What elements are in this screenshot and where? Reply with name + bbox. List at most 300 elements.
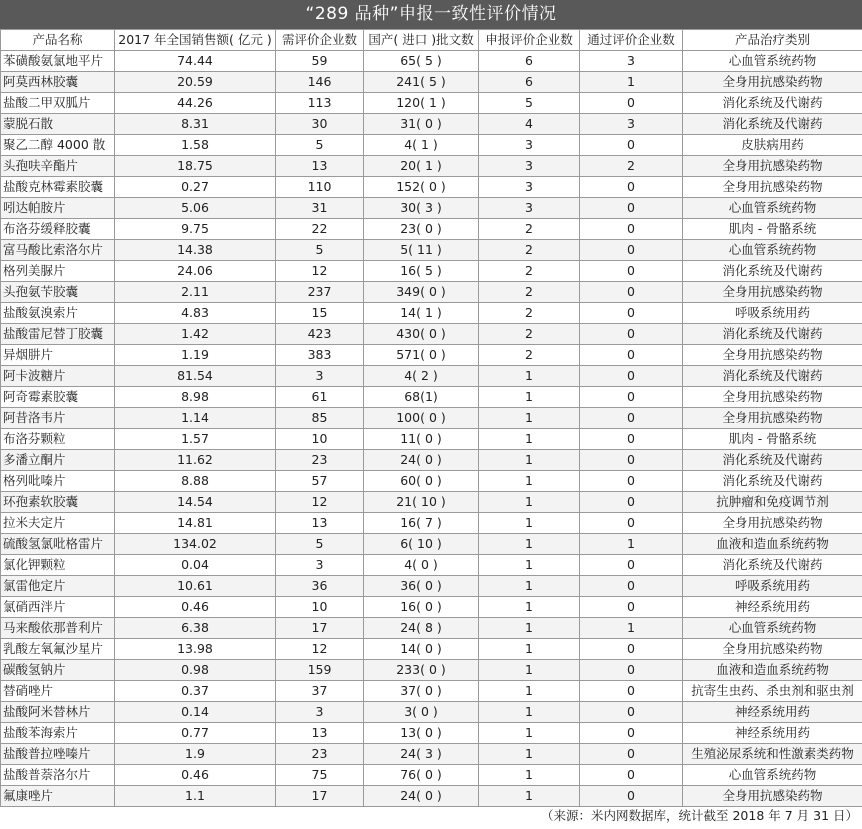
table-row xyxy=(1,366,862,387)
applied-companies-cell: 1 xyxy=(479,702,580,723)
sales-cell: 24.06 xyxy=(115,261,276,282)
sales-cell: 8.98 xyxy=(115,387,276,408)
product-name-cell: 盐酸雷尼替丁胶囊 xyxy=(1,324,115,345)
product-name-cell: 吲达帕胺片 xyxy=(1,198,115,219)
therapy-class-cell: 全身用抗感染药物 xyxy=(683,387,862,408)
table-row xyxy=(1,429,862,450)
therapy-class-cell: 全身用抗感染药物 xyxy=(683,177,862,198)
sales-cell: 14.54 xyxy=(115,492,276,513)
applied-companies-cell: 6 xyxy=(479,51,580,72)
applied-companies-cell: 3 xyxy=(479,156,580,177)
approvals-cell: 24( 8 ) xyxy=(364,618,479,639)
therapy-class-cell: 消化系统及代谢药 xyxy=(683,471,862,492)
applied-companies-cell: 2 xyxy=(479,345,580,366)
required-companies-cell: 85 xyxy=(276,408,364,429)
passed-companies-cell: 0 xyxy=(580,597,683,618)
therapy-class-cell: 心血管系统药物 xyxy=(683,765,862,786)
sales-cell: 5.06 xyxy=(115,198,276,219)
therapy-class-cell: 全身用抗感染药物 xyxy=(683,639,862,660)
product-name-cell: 环孢素软胶囊 xyxy=(1,492,115,513)
approvals-cell: 14( 1 ) xyxy=(364,303,479,324)
product-name-cell: 布洛芬缓释胶囊 xyxy=(1,219,115,240)
sales-cell: 0.37 xyxy=(115,681,276,702)
table-row xyxy=(1,576,862,597)
approvals-cell: 241( 5 ) xyxy=(364,72,479,93)
applied-companies-cell: 5 xyxy=(479,93,580,114)
table-row xyxy=(1,114,862,135)
required-companies-cell: 59 xyxy=(276,51,364,72)
table-row xyxy=(1,597,862,618)
passed-companies-cell: 0 xyxy=(580,240,683,261)
table-row xyxy=(1,156,862,177)
table-row xyxy=(1,387,862,408)
required-companies-cell: 3 xyxy=(276,555,364,576)
passed-companies-cell: 0 xyxy=(580,303,683,324)
applied-companies-cell: 1 xyxy=(479,681,580,702)
applied-companies-cell: 3 xyxy=(479,198,580,219)
evaluation-table xyxy=(0,29,862,807)
passed-companies-cell: 0 xyxy=(580,660,683,681)
required-companies-cell: 5 xyxy=(276,135,364,156)
passed-companies-cell: 0 xyxy=(580,261,683,282)
passed-companies-cell: 0 xyxy=(580,492,683,513)
required-companies-cell: 22 xyxy=(276,219,364,240)
passed-companies-cell: 0 xyxy=(580,681,683,702)
passed-companies-cell: 2 xyxy=(580,156,683,177)
header-sales-2017: 2017 年全国销售额( 亿元 ) xyxy=(115,30,276,51)
header-therapy-class: 产品治疗类别 xyxy=(683,30,862,51)
passed-companies-cell: 1 xyxy=(580,618,683,639)
sales-cell: 1.42 xyxy=(115,324,276,345)
table-row xyxy=(1,303,862,324)
required-companies-cell: 12 xyxy=(276,492,364,513)
sales-cell: 1.19 xyxy=(115,345,276,366)
applied-companies-cell: 1 xyxy=(479,450,580,471)
table-row xyxy=(1,93,862,114)
required-companies-cell: 30 xyxy=(276,114,364,135)
table-title: “289 品种”申报一致性评价情况 xyxy=(0,0,862,29)
applied-companies-cell: 4 xyxy=(479,114,580,135)
table-row xyxy=(1,282,862,303)
sales-cell: 20.59 xyxy=(115,72,276,93)
approvals-cell: 11( 0 ) xyxy=(364,429,479,450)
product-name-cell: 盐酸阿米替林片 xyxy=(1,702,115,723)
required-companies-cell: 237 xyxy=(276,282,364,303)
product-name-cell: 苯磺酸氨氯地平片 xyxy=(1,51,115,72)
therapy-class-cell: 血液和造血系统药物 xyxy=(683,534,862,555)
product-name-cell: 乳酸左氧氟沙星片 xyxy=(1,639,115,660)
table-row xyxy=(1,702,862,723)
product-name-cell: 盐酸氨溴索片 xyxy=(1,303,115,324)
table-row xyxy=(1,177,862,198)
product-name-cell: 硫酸氢氯吡格雷片 xyxy=(1,534,115,555)
therapy-class-cell: 消化系统及代谢药 xyxy=(683,114,862,135)
product-name-cell: 盐酸普萘洛尔片 xyxy=(1,765,115,786)
passed-companies-cell: 0 xyxy=(580,639,683,660)
table-row xyxy=(1,198,862,219)
approvals-cell: 30( 3 ) xyxy=(364,198,479,219)
table-row xyxy=(1,345,862,366)
required-companies-cell: 3 xyxy=(276,366,364,387)
approvals-cell: 24( 3 ) xyxy=(364,744,479,765)
product-name-cell: 布洛芬颗粒 xyxy=(1,429,115,450)
therapy-class-cell: 全身用抗感染药物 xyxy=(683,408,862,429)
table-row xyxy=(1,744,862,765)
approvals-cell: 23( 0 ) xyxy=(364,219,479,240)
sales-cell: 14.38 xyxy=(115,240,276,261)
header-approvals: 国产( 进口 )批文数 xyxy=(364,30,479,51)
applied-companies-cell: 1 xyxy=(479,639,580,660)
sales-cell: 0.46 xyxy=(115,765,276,786)
passed-companies-cell: 0 xyxy=(580,702,683,723)
therapy-class-cell: 消化系统及代谢药 xyxy=(683,366,862,387)
therapy-class-cell: 心血管系统药物 xyxy=(683,618,862,639)
sales-cell: 0.98 xyxy=(115,660,276,681)
header-passed-companies: 通过评价企业数 xyxy=(580,30,683,51)
therapy-class-cell: 抗寄生虫药、杀虫剂和驱虫剂 xyxy=(683,681,862,702)
therapy-class-cell: 生殖泌尿系统和性激素类药物 xyxy=(683,744,862,765)
sales-cell: 1.58 xyxy=(115,135,276,156)
passed-companies-cell: 0 xyxy=(580,555,683,576)
applied-companies-cell: 6 xyxy=(479,72,580,93)
table-row xyxy=(1,723,862,744)
table-row xyxy=(1,240,862,261)
applied-companies-cell: 1 xyxy=(479,576,580,597)
passed-companies-cell: 0 xyxy=(580,513,683,534)
approvals-cell: 120( 1 ) xyxy=(364,93,479,114)
approvals-cell: 100( 0 ) xyxy=(364,408,479,429)
table-row xyxy=(1,555,862,576)
passed-companies-cell: 0 xyxy=(580,219,683,240)
approvals-cell: 3( 0 ) xyxy=(364,702,479,723)
sales-cell: 6.38 xyxy=(115,618,276,639)
therapy-class-cell: 消化系统及代谢药 xyxy=(683,261,862,282)
therapy-class-cell: 皮肤病用药 xyxy=(683,135,862,156)
approvals-cell: 65( 5 ) xyxy=(364,51,479,72)
required-companies-cell: 57 xyxy=(276,471,364,492)
table-row xyxy=(1,765,862,786)
therapy-class-cell: 呼吸系统用药 xyxy=(683,576,862,597)
approvals-cell: 37( 0 ) xyxy=(364,681,479,702)
passed-companies-cell: 0 xyxy=(580,576,683,597)
approvals-cell: 31( 0 ) xyxy=(364,114,479,135)
approvals-cell: 16( 5 ) xyxy=(364,261,479,282)
therapy-class-cell: 消化系统及代谢药 xyxy=(683,450,862,471)
sales-cell: 1.1 xyxy=(115,786,276,807)
approvals-cell: 68(1) xyxy=(364,387,479,408)
table-row xyxy=(1,135,862,156)
passed-companies-cell: 0 xyxy=(580,723,683,744)
header-applied-companies: 申报评价企业数 xyxy=(479,30,580,51)
product-name-cell: 马来酸依那普利片 xyxy=(1,618,115,639)
passed-companies-cell: 0 xyxy=(580,135,683,156)
approvals-cell: 24( 0 ) xyxy=(364,450,479,471)
required-companies-cell: 61 xyxy=(276,387,364,408)
approvals-cell: 14( 0 ) xyxy=(364,639,479,660)
header-required-companies: 需评价企业数 xyxy=(276,30,364,51)
required-companies-cell: 3 xyxy=(276,702,364,723)
product-name-cell: 阿莫西林胶囊 xyxy=(1,72,115,93)
applied-companies-cell: 1 xyxy=(479,786,580,807)
applied-companies-cell: 3 xyxy=(479,135,580,156)
sales-cell: 0.77 xyxy=(115,723,276,744)
therapy-class-cell: 全身用抗感染药物 xyxy=(683,282,862,303)
therapy-class-cell: 全身用抗感染药物 xyxy=(683,786,862,807)
required-companies-cell: 146 xyxy=(276,72,364,93)
passed-companies-cell: 0 xyxy=(580,408,683,429)
applied-companies-cell: 1 xyxy=(479,387,580,408)
required-companies-cell: 110 xyxy=(276,177,364,198)
approvals-cell: 20( 1 ) xyxy=(364,156,479,177)
sales-cell: 13.98 xyxy=(115,639,276,660)
product-name-cell: 阿卡波糖片 xyxy=(1,366,115,387)
sales-cell: 10.61 xyxy=(115,576,276,597)
passed-companies-cell: 0 xyxy=(580,198,683,219)
sales-cell: 8.88 xyxy=(115,471,276,492)
approvals-cell: 21( 10 ) xyxy=(364,492,479,513)
applied-companies-cell: 1 xyxy=(479,618,580,639)
table-row xyxy=(1,450,862,471)
required-companies-cell: 37 xyxy=(276,681,364,702)
product-name-cell: 氟康唑片 xyxy=(1,786,115,807)
required-companies-cell: 5 xyxy=(276,534,364,555)
passed-companies-cell: 0 xyxy=(580,786,683,807)
therapy-class-cell: 血液和造血系统药物 xyxy=(683,660,862,681)
passed-companies-cell: 0 xyxy=(580,324,683,345)
passed-companies-cell: 0 xyxy=(580,177,683,198)
passed-companies-cell: 0 xyxy=(580,429,683,450)
passed-companies-cell: 0 xyxy=(580,450,683,471)
required-companies-cell: 17 xyxy=(276,786,364,807)
table-row xyxy=(1,471,862,492)
applied-companies-cell: 1 xyxy=(479,597,580,618)
applied-companies-cell: 2 xyxy=(479,219,580,240)
applied-companies-cell: 2 xyxy=(479,240,580,261)
applied-companies-cell: 1 xyxy=(479,429,580,450)
sales-cell: 11.62 xyxy=(115,450,276,471)
passed-companies-cell: 0 xyxy=(580,282,683,303)
product-name-cell: 格列吡嗪片 xyxy=(1,471,115,492)
approvals-cell: 5( 11 ) xyxy=(364,240,479,261)
product-name-cell: 蒙脱石散 xyxy=(1,114,115,135)
required-companies-cell: 15 xyxy=(276,303,364,324)
product-name-cell: 氯雷他定片 xyxy=(1,576,115,597)
therapy-class-cell: 心血管系统药物 xyxy=(683,198,862,219)
sales-cell: 9.75 xyxy=(115,219,276,240)
passed-companies-cell: 0 xyxy=(580,765,683,786)
product-name-cell: 富马酸比索洛尔片 xyxy=(1,240,115,261)
table-row xyxy=(1,51,862,72)
sales-cell: 1.14 xyxy=(115,408,276,429)
table-row xyxy=(1,618,862,639)
required-companies-cell: 113 xyxy=(276,93,364,114)
passed-companies-cell: 0 xyxy=(580,366,683,387)
passed-companies-cell: 1 xyxy=(580,534,683,555)
sales-cell: 134.02 xyxy=(115,534,276,555)
applied-companies-cell: 2 xyxy=(479,261,580,282)
applied-companies-cell: 1 xyxy=(479,744,580,765)
product-name-cell: 盐酸苯海索片 xyxy=(1,723,115,744)
therapy-class-cell: 全身用抗感染药物 xyxy=(683,72,862,93)
table-row xyxy=(1,513,862,534)
sales-cell: 2.11 xyxy=(115,282,276,303)
applied-companies-cell: 3 xyxy=(479,177,580,198)
approvals-cell: 36( 0 ) xyxy=(364,576,479,597)
applied-companies-cell: 1 xyxy=(479,555,580,576)
product-name-cell: 阿昔洛韦片 xyxy=(1,408,115,429)
approvals-cell: 24( 0 ) xyxy=(364,786,479,807)
approvals-cell: 60( 0 ) xyxy=(364,471,479,492)
applied-companies-cell: 1 xyxy=(479,660,580,681)
therapy-class-cell: 抗肿瘤和免疫调节剂 xyxy=(683,492,862,513)
therapy-class-cell: 消化系统及代谢药 xyxy=(683,93,862,114)
therapy-class-cell: 神经系统用药 xyxy=(683,702,862,723)
approvals-cell: 16( 0 ) xyxy=(364,597,479,618)
approvals-cell: 152( 0 ) xyxy=(364,177,479,198)
required-companies-cell: 423 xyxy=(276,324,364,345)
product-name-cell: 氯硝西泮片 xyxy=(1,597,115,618)
applied-companies-cell: 1 xyxy=(479,723,580,744)
sales-cell: 0.46 xyxy=(115,597,276,618)
required-companies-cell: 5 xyxy=(276,240,364,261)
table-row xyxy=(1,681,862,702)
passed-companies-cell: 3 xyxy=(580,51,683,72)
required-companies-cell: 23 xyxy=(276,744,364,765)
passed-companies-cell: 1 xyxy=(580,72,683,93)
product-name-cell: 氯化钾颗粒 xyxy=(1,555,115,576)
required-companies-cell: 75 xyxy=(276,765,364,786)
approvals-cell: 16( 7 ) xyxy=(364,513,479,534)
therapy-class-cell: 全身用抗感染药物 xyxy=(683,513,862,534)
approvals-cell: 430( 0 ) xyxy=(364,324,479,345)
table-row xyxy=(1,534,862,555)
required-companies-cell: 13 xyxy=(276,156,364,177)
therapy-class-cell: 全身用抗感染药物 xyxy=(683,156,862,177)
product-name-cell: 盐酸克林霉素胶囊 xyxy=(1,177,115,198)
required-companies-cell: 36 xyxy=(276,576,364,597)
passed-companies-cell: 0 xyxy=(580,471,683,492)
required-companies-cell: 383 xyxy=(276,345,364,366)
therapy-class-cell: 神经系统用药 xyxy=(683,597,862,618)
sales-cell: 44.26 xyxy=(115,93,276,114)
applied-companies-cell: 1 xyxy=(479,765,580,786)
sales-cell: 1.57 xyxy=(115,429,276,450)
therapy-class-cell: 心血管系统药物 xyxy=(683,51,862,72)
therapy-class-cell: 肌肉 - 骨骼系统 xyxy=(683,429,862,450)
applied-companies-cell: 2 xyxy=(479,324,580,345)
applied-companies-cell: 2 xyxy=(479,282,580,303)
approvals-cell: 349( 0 ) xyxy=(364,282,479,303)
required-companies-cell: 12 xyxy=(276,639,364,660)
applied-companies-cell: 1 xyxy=(479,366,580,387)
passed-companies-cell: 0 xyxy=(580,93,683,114)
therapy-class-cell: 消化系统及代谢药 xyxy=(683,555,862,576)
sales-cell: 8.31 xyxy=(115,114,276,135)
approvals-cell: 233( 0 ) xyxy=(364,660,479,681)
product-name-cell: 头孢氨苄胶囊 xyxy=(1,282,115,303)
applied-companies-cell: 2 xyxy=(479,303,580,324)
sales-cell: 0.27 xyxy=(115,177,276,198)
therapy-class-cell: 全身用抗感染药物 xyxy=(683,345,862,366)
table-row xyxy=(1,786,862,807)
therapy-class-cell: 呼吸系统用药 xyxy=(683,303,862,324)
product-name-cell: 拉米夫定片 xyxy=(1,513,115,534)
product-name-cell: 多潘立酮片 xyxy=(1,450,115,471)
table-row xyxy=(1,408,862,429)
table-row xyxy=(1,324,862,345)
product-name-cell: 碳酸氢钠片 xyxy=(1,660,115,681)
passed-companies-cell: 3 xyxy=(580,114,683,135)
product-name-cell: 盐酸二甲双胍片 xyxy=(1,93,115,114)
table-body xyxy=(1,51,862,807)
product-name-cell: 头孢呋辛酯片 xyxy=(1,156,115,177)
table-row xyxy=(1,660,862,681)
sales-cell: 4.83 xyxy=(115,303,276,324)
approvals-cell: 6( 10 ) xyxy=(364,534,479,555)
required-companies-cell: 13 xyxy=(276,513,364,534)
sales-cell: 0.14 xyxy=(115,702,276,723)
source-note: （来源：米内网数据库，统计截至 2018 年 7 月 31 日） xyxy=(540,808,858,823)
table-row xyxy=(1,219,862,240)
product-name-cell: 替硝唑片 xyxy=(1,681,115,702)
required-companies-cell: 13 xyxy=(276,723,364,744)
approvals-cell: 4( 1 ) xyxy=(364,135,479,156)
sales-cell: 18.75 xyxy=(115,156,276,177)
product-name-cell: 异烟肼片 xyxy=(1,345,115,366)
table-row xyxy=(1,72,862,93)
product-name-cell: 聚乙二醇 4000 散 xyxy=(1,135,115,156)
required-companies-cell: 10 xyxy=(276,429,364,450)
header-product-name: 产品名称 xyxy=(1,30,115,51)
sales-cell: 1.9 xyxy=(115,744,276,765)
required-companies-cell: 17 xyxy=(276,618,364,639)
required-companies-cell: 23 xyxy=(276,450,364,471)
passed-companies-cell: 0 xyxy=(580,744,683,765)
therapy-class-cell: 神经系统用药 xyxy=(683,723,862,744)
product-name-cell: 格列美脲片 xyxy=(1,261,115,282)
table-row xyxy=(1,492,862,513)
approvals-cell: 571( 0 ) xyxy=(364,345,479,366)
passed-companies-cell: 0 xyxy=(580,345,683,366)
product-name-cell: 盐酸普拉唑嗪片 xyxy=(1,744,115,765)
approvals-cell: 76( 0 ) xyxy=(364,765,479,786)
header-row xyxy=(1,30,862,51)
applied-companies-cell: 1 xyxy=(479,534,580,555)
required-companies-cell: 159 xyxy=(276,660,364,681)
approvals-cell: 4( 0 ) xyxy=(364,555,479,576)
required-companies-cell: 10 xyxy=(276,597,364,618)
applied-companies-cell: 1 xyxy=(479,471,580,492)
sales-cell: 0.04 xyxy=(115,555,276,576)
table-row xyxy=(1,639,862,660)
applied-companies-cell: 1 xyxy=(479,492,580,513)
therapy-class-cell: 肌肉 - 骨骼系统 xyxy=(683,219,862,240)
applied-companies-cell: 1 xyxy=(479,408,580,429)
approvals-cell: 13( 0 ) xyxy=(364,723,479,744)
approvals-cell: 4( 2 ) xyxy=(364,366,479,387)
required-companies-cell: 31 xyxy=(276,198,364,219)
product-name-cell: 阿奇霉素胶囊 xyxy=(1,387,115,408)
therapy-class-cell: 消化系统及代谢药 xyxy=(683,324,862,345)
applied-companies-cell: 1 xyxy=(479,513,580,534)
therapy-class-cell: 心血管系统药物 xyxy=(683,240,862,261)
passed-companies-cell: 0 xyxy=(580,387,683,408)
required-companies-cell: 12 xyxy=(276,261,364,282)
sales-cell: 81.54 xyxy=(115,366,276,387)
sales-cell: 14.81 xyxy=(115,513,276,534)
table-row xyxy=(1,261,862,282)
sales-cell: 74.44 xyxy=(115,51,276,72)
